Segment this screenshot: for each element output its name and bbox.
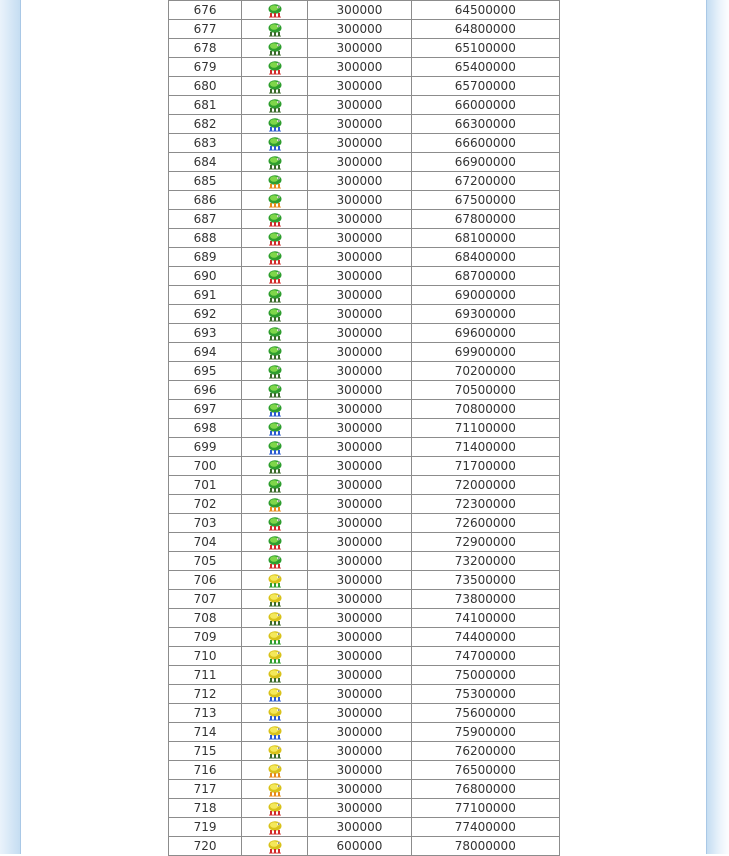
- icon-cell: [242, 685, 308, 704]
- icon-cell: [242, 742, 308, 761]
- yellow-red-creature-icon: [266, 820, 284, 836]
- experience-cell: 300000: [308, 685, 411, 704]
- yellow-blue-creature-icon: [266, 687, 284, 703]
- green-orange-creature-icon: [266, 174, 284, 190]
- green-blue-creature-icon: [266, 136, 284, 152]
- icon-cell: [242, 96, 308, 115]
- table-row: [169, 514, 560, 533]
- total-experience-cell: 65100000: [411, 39, 559, 58]
- icon-cell: [242, 229, 308, 248]
- icon-cell: [242, 628, 308, 647]
- total-experience-cell: 71100000: [411, 419, 559, 438]
- level-cell: 694: [169, 343, 242, 362]
- table-row: [169, 115, 560, 134]
- icon-cell: [242, 172, 308, 191]
- level-cell: 691: [169, 286, 242, 305]
- yellow-red-creature-icon: [266, 839, 284, 855]
- total-experience-cell: 76800000: [411, 780, 559, 799]
- experience-cell: 300000: [308, 476, 411, 495]
- experience-cell: 300000: [308, 647, 411, 666]
- table-row: [169, 134, 560, 153]
- icon-cell: [242, 514, 308, 533]
- table-row: [169, 229, 560, 248]
- green-red-creature-icon: [266, 3, 284, 19]
- experience-cell: 300000: [308, 343, 411, 362]
- green-blue-creature-icon: [266, 421, 284, 437]
- icon-cell: [242, 571, 308, 590]
- total-experience-cell: 67800000: [411, 210, 559, 229]
- table-row: [169, 324, 560, 343]
- icon-cell: [242, 77, 308, 96]
- total-experience-cell: 70200000: [411, 362, 559, 381]
- total-experience-cell: 67500000: [411, 191, 559, 210]
- total-experience-cell: 78000000: [411, 837, 559, 856]
- green-creature-icon: [266, 98, 284, 114]
- experience-cell: 300000: [308, 153, 411, 172]
- experience-cell: 300000: [308, 77, 411, 96]
- table-row: [169, 647, 560, 666]
- table-row: [169, 666, 560, 685]
- icon-cell: [242, 134, 308, 153]
- level-cell: 697: [169, 400, 242, 419]
- total-experience-cell: 65700000: [411, 77, 559, 96]
- table-row: [169, 96, 560, 115]
- icon-cell: [242, 552, 308, 571]
- page-content: [21, 0, 706, 854]
- green-creature-icon: [266, 459, 284, 475]
- level-cell: 692: [169, 305, 242, 324]
- experience-cell: 300000: [308, 723, 411, 742]
- table-row: [169, 818, 560, 837]
- experience-cell: 300000: [308, 799, 411, 818]
- level-cell: 710: [169, 647, 242, 666]
- icon-cell: [242, 58, 308, 77]
- table-row: [169, 362, 560, 381]
- level-cell: 690: [169, 267, 242, 286]
- table-row: [169, 210, 560, 229]
- total-experience-cell: 66300000: [411, 115, 559, 134]
- level-cell: 711: [169, 666, 242, 685]
- green-red-creature-icon: [266, 231, 284, 247]
- table-row: [169, 742, 560, 761]
- level-cell: 688: [169, 229, 242, 248]
- level-cell: 717: [169, 780, 242, 799]
- icon-cell: [242, 609, 308, 628]
- yellow-green-creature-icon: [266, 630, 284, 646]
- experience-cell: 300000: [308, 115, 411, 134]
- yellow-orange-creature-icon: [266, 763, 284, 779]
- experience-cell: 300000: [308, 305, 411, 324]
- yellow-creature-icon: [266, 592, 284, 608]
- total-experience-cell: 66600000: [411, 134, 559, 153]
- table-row: [169, 400, 560, 419]
- level-cell: 685: [169, 172, 242, 191]
- green-blue-creature-icon: [266, 440, 284, 456]
- level-cell: 713: [169, 704, 242, 723]
- level-cell: 706: [169, 571, 242, 590]
- green-creature-icon: [266, 288, 284, 304]
- icon-cell: [242, 438, 308, 457]
- table-row: [169, 495, 560, 514]
- total-experience-cell: 70800000: [411, 400, 559, 419]
- table-row: [169, 533, 560, 552]
- table-row: [169, 761, 560, 780]
- yellow-blue-creature-icon: [266, 725, 284, 741]
- experience-cell: 300000: [308, 609, 411, 628]
- table-row: [169, 267, 560, 286]
- total-experience-cell: 66000000: [411, 96, 559, 115]
- total-experience-cell: 73200000: [411, 552, 559, 571]
- level-cell: 686: [169, 191, 242, 210]
- experience-cell: 300000: [308, 590, 411, 609]
- level-cell: 720: [169, 837, 242, 856]
- experience-cell: 300000: [308, 229, 411, 248]
- green-creature-icon: [266, 41, 284, 57]
- total-experience-cell: 77400000: [411, 818, 559, 837]
- total-experience-cell: 72900000: [411, 533, 559, 552]
- icon-cell: [242, 818, 308, 837]
- yellow-orange-creature-icon: [266, 782, 284, 798]
- total-experience-cell: 65400000: [411, 58, 559, 77]
- level-cell: 719: [169, 818, 242, 837]
- green-creature-icon: [266, 383, 284, 399]
- green-red-creature-icon: [266, 212, 284, 228]
- total-experience-cell: 75300000: [411, 685, 559, 704]
- table-row: [169, 571, 560, 590]
- experience-cell: 300000: [308, 780, 411, 799]
- green-creature-icon: [266, 22, 284, 38]
- icon-cell: [242, 305, 308, 324]
- level-cell: 712: [169, 685, 242, 704]
- experience-cell: 300000: [308, 571, 411, 590]
- table-row: [169, 191, 560, 210]
- green-red-creature-icon: [266, 516, 284, 532]
- total-experience-cell: 75000000: [411, 666, 559, 685]
- experience-cell: 300000: [308, 438, 411, 457]
- total-experience-cell: 64800000: [411, 20, 559, 39]
- level-cell: 704: [169, 533, 242, 552]
- level-cell: 677: [169, 20, 242, 39]
- total-experience-cell: 74700000: [411, 647, 559, 666]
- level-table-body: [169, 1, 560, 856]
- icon-cell: [242, 799, 308, 818]
- icon-cell: [242, 362, 308, 381]
- level-cell: 695: [169, 362, 242, 381]
- total-experience-cell: 69300000: [411, 305, 559, 324]
- total-experience-cell: 77100000: [411, 799, 559, 818]
- level-cell: 683: [169, 134, 242, 153]
- total-experience-cell: 68100000: [411, 229, 559, 248]
- table-row: [169, 438, 560, 457]
- level-cell: 709: [169, 628, 242, 647]
- yellow-creature-icon: [266, 611, 284, 627]
- left-page-border: [0, 0, 21, 854]
- table-row: [169, 153, 560, 172]
- experience-cell: 300000: [308, 419, 411, 438]
- experience-cell: 300000: [308, 552, 411, 571]
- green-creature-icon: [266, 345, 284, 361]
- total-experience-cell: 68700000: [411, 267, 559, 286]
- green-orange-creature-icon: [266, 193, 284, 209]
- total-experience-cell: 73800000: [411, 590, 559, 609]
- icon-cell: [242, 191, 308, 210]
- experience-cell: 300000: [308, 381, 411, 400]
- icon-cell: [242, 666, 308, 685]
- experience-cell: 300000: [308, 704, 411, 723]
- icon-cell: [242, 723, 308, 742]
- experience-cell: 300000: [308, 628, 411, 647]
- total-experience-cell: 75600000: [411, 704, 559, 723]
- green-red-creature-icon: [266, 535, 284, 551]
- experience-cell: 300000: [308, 20, 411, 39]
- yellow-green-creature-icon: [266, 649, 284, 665]
- table-row: [169, 628, 560, 647]
- total-experience-cell: 72600000: [411, 514, 559, 533]
- icon-cell: [242, 210, 308, 229]
- experience-cell: 300000: [308, 495, 411, 514]
- table-row: [169, 305, 560, 324]
- green-red-creature-icon: [266, 554, 284, 570]
- icon-cell: [242, 647, 308, 666]
- icon-cell: [242, 533, 308, 552]
- level-cell: 689: [169, 248, 242, 267]
- right-page-border: [706, 0, 729, 854]
- table-row: [169, 723, 560, 742]
- experience-cell: 600000: [308, 837, 411, 856]
- level-cell: 700: [169, 457, 242, 476]
- green-creature-icon: [266, 478, 284, 494]
- icon-cell: [242, 400, 308, 419]
- table-row: [169, 609, 560, 628]
- total-experience-cell: 72300000: [411, 495, 559, 514]
- level-cell: 702: [169, 495, 242, 514]
- total-experience-cell: 74400000: [411, 628, 559, 647]
- icon-cell: [242, 704, 308, 723]
- icon-cell: [242, 286, 308, 305]
- yellow-blue-creature-icon: [266, 706, 284, 722]
- total-experience-cell: 70500000: [411, 381, 559, 400]
- level-cell: 680: [169, 77, 242, 96]
- level-cell: 687: [169, 210, 242, 229]
- total-experience-cell: 69900000: [411, 343, 559, 362]
- experience-cell: 300000: [308, 191, 411, 210]
- experience-cell: 300000: [308, 267, 411, 286]
- experience-cell: 300000: [308, 457, 411, 476]
- icon-cell: [242, 324, 308, 343]
- experience-cell: 300000: [308, 400, 411, 419]
- level-cell: 703: [169, 514, 242, 533]
- green-creature-icon: [266, 79, 284, 95]
- experience-cell: 300000: [308, 248, 411, 267]
- table-row: [169, 419, 560, 438]
- icon-cell: [242, 343, 308, 362]
- icon-cell: [242, 20, 308, 39]
- level-cell: 716: [169, 761, 242, 780]
- table-row: [169, 39, 560, 58]
- table-row: [169, 1, 560, 20]
- level-cell: 681: [169, 96, 242, 115]
- icon-cell: [242, 39, 308, 58]
- total-experience-cell: 75900000: [411, 723, 559, 742]
- total-experience-cell: 67200000: [411, 172, 559, 191]
- total-experience-cell: 72000000: [411, 476, 559, 495]
- icon-cell: [242, 457, 308, 476]
- total-experience-cell: 73500000: [411, 571, 559, 590]
- green-orange-creature-icon: [266, 497, 284, 513]
- green-red-creature-icon: [266, 250, 284, 266]
- table-row: [169, 381, 560, 400]
- icon-cell: [242, 780, 308, 799]
- level-cell: 678: [169, 39, 242, 58]
- total-experience-cell: 71700000: [411, 457, 559, 476]
- total-experience-cell: 66900000: [411, 153, 559, 172]
- total-experience-cell: 64500000: [411, 1, 559, 20]
- level-cell: 714: [169, 723, 242, 742]
- experience-cell: 300000: [308, 533, 411, 552]
- table-row: [169, 590, 560, 609]
- experience-cell: 300000: [308, 58, 411, 77]
- experience-cell: 300000: [308, 761, 411, 780]
- experience-cell: 300000: [308, 324, 411, 343]
- level-cell: 708: [169, 609, 242, 628]
- experience-cell: 300000: [308, 742, 411, 761]
- green-red-creature-icon: [266, 269, 284, 285]
- level-cell: 693: [169, 324, 242, 343]
- total-experience-cell: 74100000: [411, 609, 559, 628]
- table-row: [169, 343, 560, 362]
- table-row: [169, 685, 560, 704]
- icon-cell: [242, 761, 308, 780]
- level-cell: 682: [169, 115, 242, 134]
- yellow-red-creature-icon: [266, 801, 284, 817]
- table-row: [169, 476, 560, 495]
- table-row: [169, 780, 560, 799]
- icon-cell: [242, 590, 308, 609]
- level-cell: 684: [169, 153, 242, 172]
- green-red-creature-icon: [266, 60, 284, 76]
- icon-cell: [242, 495, 308, 514]
- icon-cell: [242, 381, 308, 400]
- level-cell: 715: [169, 742, 242, 761]
- yellow-creature-icon: [266, 744, 284, 760]
- experience-cell: 300000: [308, 134, 411, 153]
- icon-cell: [242, 837, 308, 856]
- icon-cell: [242, 267, 308, 286]
- experience-cell: 300000: [308, 210, 411, 229]
- table-row: [169, 248, 560, 267]
- table-row: [169, 58, 560, 77]
- green-creature-icon: [266, 155, 284, 171]
- green-creature-icon: [266, 364, 284, 380]
- level-cell: 701: [169, 476, 242, 495]
- experience-cell: 300000: [308, 286, 411, 305]
- level-cell: 679: [169, 58, 242, 77]
- table-row: [169, 704, 560, 723]
- level-cell: 696: [169, 381, 242, 400]
- total-experience-cell: 76500000: [411, 761, 559, 780]
- level-cell: 707: [169, 590, 242, 609]
- total-experience-cell: 76200000: [411, 742, 559, 761]
- icon-cell: [242, 476, 308, 495]
- experience-cell: 300000: [308, 818, 411, 837]
- green-creature-icon: [266, 307, 284, 323]
- total-experience-cell: 68400000: [411, 248, 559, 267]
- table-row: [169, 286, 560, 305]
- green-blue-creature-icon: [266, 117, 284, 133]
- icon-cell: [242, 248, 308, 267]
- experience-cell: 300000: [308, 666, 411, 685]
- total-experience-cell: 69000000: [411, 286, 559, 305]
- level-experience-table: [168, 0, 560, 856]
- level-cell: 718: [169, 799, 242, 818]
- level-cell: 705: [169, 552, 242, 571]
- table-row: [169, 172, 560, 191]
- level-cell: 699: [169, 438, 242, 457]
- table-row: [169, 20, 560, 39]
- icon-cell: [242, 1, 308, 20]
- total-experience-cell: 71400000: [411, 438, 559, 457]
- table-row: [169, 799, 560, 818]
- level-cell: 698: [169, 419, 242, 438]
- table-row: [169, 837, 560, 856]
- table-row: [169, 457, 560, 476]
- experience-cell: 300000: [308, 1, 411, 20]
- experience-cell: 300000: [308, 172, 411, 191]
- yellow-green-creature-icon: [266, 573, 284, 589]
- table-row: [169, 77, 560, 96]
- green-blue-creature-icon: [266, 402, 284, 418]
- experience-cell: 300000: [308, 514, 411, 533]
- green-creature-icon: [266, 326, 284, 342]
- icon-cell: [242, 115, 308, 134]
- total-experience-cell: 69600000: [411, 324, 559, 343]
- level-cell: 676: [169, 1, 242, 20]
- experience-cell: 300000: [308, 39, 411, 58]
- icon-cell: [242, 153, 308, 172]
- yellow-creature-icon: [266, 668, 284, 684]
- table-row: [169, 552, 560, 571]
- experience-cell: 300000: [308, 96, 411, 115]
- experience-cell: 300000: [308, 362, 411, 381]
- icon-cell: [242, 419, 308, 438]
